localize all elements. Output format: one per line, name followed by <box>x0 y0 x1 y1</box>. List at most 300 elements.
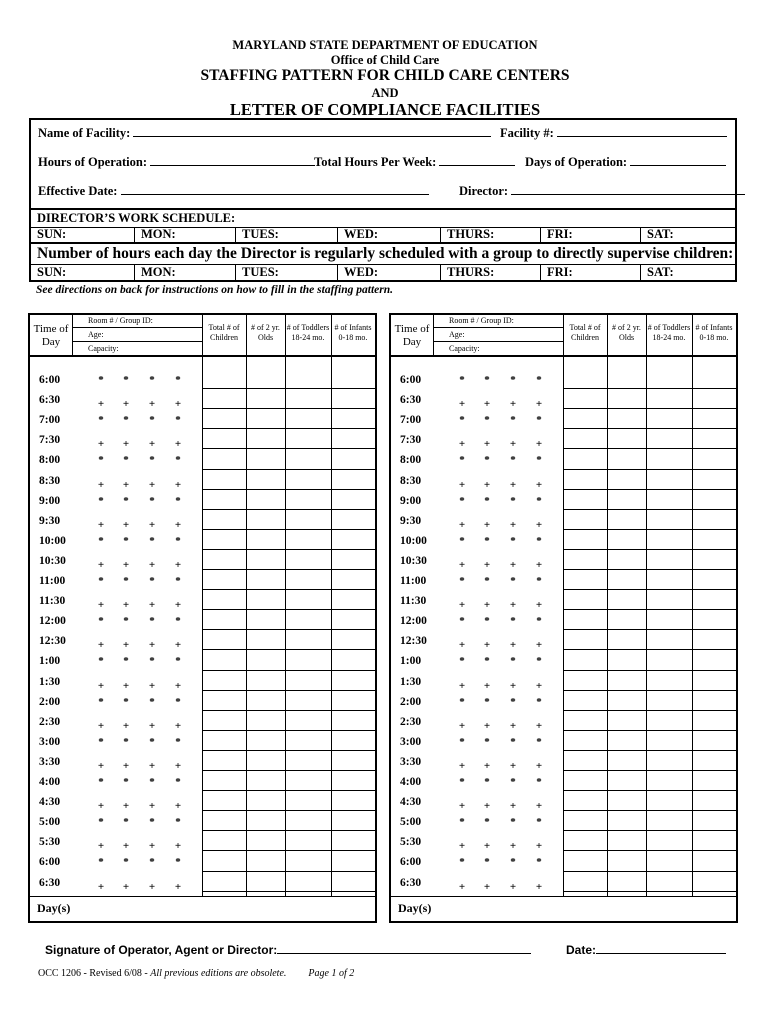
pattern-mark: + <box>122 518 130 531</box>
pattern-mark: * <box>484 655 490 668</box>
pattern-mark: * <box>536 374 542 386</box>
time-label: 4:30 <box>400 796 422 809</box>
pattern-mark: * <box>149 655 155 668</box>
time-label: 12:00 <box>400 615 427 628</box>
pattern-mark: + <box>122 840 130 853</box>
time-label: 6:30 <box>39 876 61 889</box>
room-divider <box>72 327 202 328</box>
row-divider <box>563 871 736 872</box>
capacity-label: Capacity: <box>449 344 480 353</box>
time-label: 11:00 <box>400 575 427 587</box>
pattern-mark: + <box>535 639 543 652</box>
row-divider <box>202 428 375 429</box>
work-schedule-days-row <box>29 227 737 244</box>
pattern-mark: + <box>458 719 466 732</box>
pattern-mark: + <box>122 679 130 692</box>
row-divider <box>202 549 375 550</box>
pattern-mark: * <box>123 454 129 467</box>
pattern-mark: + <box>174 840 182 853</box>
pattern-mark: + <box>509 679 517 692</box>
two-year-olds-header: # of 2 yr. Olds <box>251 323 280 342</box>
row-divider <box>563 589 736 590</box>
hours-of-operation-label: Hours of Operation: <box>38 155 148 169</box>
pattern-mark: + <box>148 880 156 893</box>
pattern-mark: + <box>458 759 466 772</box>
two-year-olds-header: # of 2 yr. Olds <box>612 323 641 342</box>
time-label: 1:00 <box>400 655 422 668</box>
pattern-mark: * <box>175 454 181 467</box>
effective-date-line[interactable] <box>121 182 429 195</box>
time-label: 9:00 <box>400 494 422 507</box>
toddlers-header: # of Toddlers 18-24 mo. <box>286 323 330 342</box>
supervise-thurs[interactable]: THURS: <box>440 265 540 280</box>
row-divider <box>563 549 736 550</box>
pattern-mark: + <box>174 518 182 531</box>
pattern-mark: + <box>483 679 491 692</box>
pattern-mark: * <box>175 735 181 748</box>
days-row[interactable] <box>391 896 736 921</box>
time-label: 3:00 <box>39 735 61 748</box>
pattern-mark: + <box>148 518 156 531</box>
pattern-mark: + <box>148 558 156 571</box>
pattern-mark: * <box>484 414 490 427</box>
time-label: 5:00 <box>400 816 422 829</box>
time-label: 4:00 <box>400 776 422 788</box>
pattern-mark: * <box>175 494 181 507</box>
time-label: 8:30 <box>39 474 61 487</box>
pattern-mark: * <box>536 534 542 547</box>
pattern-mark: * <box>98 816 104 829</box>
form-id: OCC 1206 - Revised 6/08 - <box>38 968 151 979</box>
time-label: 7:00 <box>39 414 61 427</box>
time-of-day-header: Time of Day <box>33 323 69 348</box>
infants-header: # of Infants 0-18 mo. <box>334 323 372 342</box>
time-label: 6:30 <box>400 394 422 407</box>
row-divider <box>563 830 736 831</box>
work-mon[interactable]: MON: <box>134 227 235 242</box>
row-divider <box>563 529 736 530</box>
supervise-mon[interactable]: MON: <box>134 265 235 280</box>
pattern-mark: * <box>484 776 490 788</box>
pattern-mark: + <box>535 840 543 853</box>
facility-number-line[interactable] <box>557 124 727 137</box>
signature-label: Signature of Operator, Agent or Director: <box>45 943 278 957</box>
pattern-mark: + <box>535 398 543 411</box>
facility-info-box <box>29 118 737 210</box>
pattern-mark: + <box>122 800 130 813</box>
pattern-mark: + <box>174 438 182 451</box>
work-sat[interactable]: SAT: <box>640 227 737 242</box>
facility-name-line[interactable] <box>133 124 491 137</box>
time-label: 11:30 <box>39 595 66 608</box>
infants-header: # of Infants 0-18 mo. <box>695 323 733 342</box>
total-hours-label: Total Hours Per Week: <box>314 155 437 169</box>
pattern-mark: + <box>509 880 517 893</box>
pattern-mark: * <box>149 776 155 788</box>
facility-name-field[interactable] <box>38 124 491 141</box>
row-divider <box>563 850 736 851</box>
row-divider <box>563 891 736 892</box>
time-label: 6:00 <box>39 856 61 869</box>
pattern-mark: * <box>98 776 104 788</box>
pattern-mark: + <box>122 558 130 571</box>
pattern-mark: * <box>484 856 490 869</box>
time-label: 3:30 <box>400 755 422 768</box>
pattern-mark: * <box>459 414 465 427</box>
row-divider <box>563 469 736 470</box>
pattern-mark: + <box>97 880 105 893</box>
pattern-mark: + <box>97 558 105 571</box>
row-divider <box>202 509 375 510</box>
signature-field[interactable] <box>45 941 531 957</box>
pattern-mark: + <box>97 478 105 491</box>
pattern-mark: * <box>484 615 490 628</box>
pattern-mark: + <box>148 398 156 411</box>
row-divider <box>563 790 736 791</box>
pattern-mark: * <box>536 856 542 869</box>
age-divider <box>72 341 202 342</box>
toddlers-header: # of Toddlers 18-24 mo. <box>647 323 691 342</box>
time-label: 8:00 <box>400 454 422 467</box>
pattern-mark: + <box>535 518 543 531</box>
row-divider <box>202 388 375 389</box>
supervise-fri[interactable]: FRI: <box>540 265 640 280</box>
row-divider <box>202 710 375 711</box>
pattern-mark: + <box>509 398 517 411</box>
pattern-mark: + <box>509 840 517 853</box>
pattern-mark: + <box>483 639 491 652</box>
pattern-mark: + <box>458 518 466 531</box>
work-fri[interactable]: FRI: <box>540 227 640 242</box>
pattern-mark: * <box>149 856 155 869</box>
pattern-mark: * <box>149 695 155 708</box>
room-label: Room # / Group ID: <box>449 316 514 325</box>
pattern-mark: * <box>459 534 465 547</box>
pattern-mark: * <box>484 695 490 708</box>
time-label: 8:00 <box>39 454 61 467</box>
pattern-mark: * <box>123 575 129 587</box>
work-sun[interactable]: SUN: <box>37 227 67 241</box>
pattern-mark: * <box>510 655 516 668</box>
pattern-mark: + <box>97 639 105 652</box>
pattern-mark: + <box>509 599 517 612</box>
pattern-mark: + <box>122 719 130 732</box>
days-label: Day(s) <box>37 901 71 915</box>
pattern-mark: * <box>175 615 181 628</box>
date-field[interactable] <box>566 941 726 957</box>
time-label: 12:00 <box>39 615 66 628</box>
row-divider <box>202 569 375 570</box>
age-divider <box>433 341 563 342</box>
time-label: 7:30 <box>39 434 61 447</box>
pattern-mark: * <box>98 856 104 869</box>
time-label: 9:30 <box>39 514 61 527</box>
time-label: 10:30 <box>400 554 427 567</box>
days-of-operation-field[interactable] <box>525 153 726 170</box>
supervise-hours-days-row <box>29 265 737 282</box>
pattern-mark: * <box>484 494 490 507</box>
facility-number-field[interactable] <box>500 124 727 141</box>
director-field[interactable] <box>459 182 745 199</box>
pattern-mark: + <box>509 719 517 732</box>
pattern-mark: + <box>148 478 156 491</box>
time-label: 2:00 <box>400 695 422 708</box>
pattern-mark: * <box>123 374 129 386</box>
row-divider <box>202 871 375 872</box>
hours-of-operation-field[interactable] <box>38 153 315 170</box>
pattern-mark: + <box>535 759 543 772</box>
signature-line[interactable] <box>277 941 531 954</box>
days-of-operation-line[interactable] <box>630 153 726 166</box>
pattern-mark: + <box>97 719 105 732</box>
pattern-mark: * <box>98 735 104 748</box>
facility-number-label: Facility #: <box>500 126 554 140</box>
time-label: 5:30 <box>400 836 422 849</box>
row-divider <box>563 770 736 771</box>
pattern-mark: + <box>483 880 491 893</box>
time-label: 1:30 <box>39 675 61 688</box>
time-label: 8:30 <box>400 474 422 487</box>
pattern-mark: * <box>536 695 542 708</box>
supervise-sun[interactable]: SUN: <box>37 265 67 279</box>
pattern-mark: * <box>123 856 129 869</box>
pattern-mark: * <box>510 575 516 587</box>
pattern-mark: + <box>97 599 105 612</box>
pattern-mark: + <box>174 558 182 571</box>
days-label: Day(s) <box>398 901 432 915</box>
effective-date-field[interactable] <box>38 182 429 199</box>
work-tues[interactable]: TUES: <box>235 227 337 242</box>
pattern-mark: + <box>174 599 182 612</box>
row-divider <box>563 609 736 610</box>
pattern-mark: * <box>536 776 542 788</box>
pattern-mark: * <box>123 534 129 547</box>
pattern-mark: * <box>149 575 155 587</box>
row-divider <box>563 388 736 389</box>
pattern-mark: + <box>174 398 182 411</box>
pattern-mark: * <box>459 655 465 668</box>
pattern-mark: * <box>536 414 542 427</box>
days-row[interactable] <box>30 896 375 921</box>
time-label: 11:30 <box>400 595 427 608</box>
supervise-sat[interactable]: SAT: <box>640 265 737 280</box>
directions-note: See directions on back for instructions on how to fill in the staffing pattern. <box>36 284 393 296</box>
pattern-mark: * <box>123 695 129 708</box>
pattern-mark: + <box>148 800 156 813</box>
pattern-mark: + <box>483 478 491 491</box>
pattern-mark: + <box>509 518 517 531</box>
supervise-tues[interactable]: TUES: <box>235 265 337 280</box>
pattern-mark: + <box>535 719 543 732</box>
pattern-mark: + <box>148 679 156 692</box>
row-divider <box>202 730 375 731</box>
pattern-mark: * <box>484 575 490 587</box>
time-label: 10:30 <box>39 554 66 567</box>
time-label: 6:00 <box>400 856 422 869</box>
pattern-mark: + <box>458 840 466 853</box>
row-divider <box>202 670 375 671</box>
row-divider <box>563 710 736 711</box>
pattern-mark: * <box>123 494 129 507</box>
pattern-mark: * <box>510 494 516 507</box>
page-number: Page 1 of 2 <box>308 968 355 979</box>
row-divider <box>563 730 736 731</box>
pattern-mark: + <box>97 438 105 451</box>
row-divider <box>563 509 736 510</box>
pattern-mark: * <box>123 615 129 628</box>
pattern-mark: * <box>123 776 129 788</box>
row-divider <box>202 690 375 691</box>
time-label: 10:00 <box>39 534 66 547</box>
time-label: 4:00 <box>39 776 61 788</box>
effective-date-label: Effective Date: <box>38 184 118 198</box>
row-divider <box>202 770 375 771</box>
pattern-mark: + <box>97 679 105 692</box>
pattern-mark: * <box>510 414 516 427</box>
row-divider <box>202 750 375 751</box>
time-label: 9:00 <box>39 494 61 507</box>
row-divider <box>563 448 736 449</box>
pattern-mark: + <box>97 518 105 531</box>
work-thurs[interactable]: THURS: <box>440 227 540 242</box>
pattern-mark: + <box>458 800 466 813</box>
pattern-mark: * <box>175 776 181 788</box>
pattern-mark: * <box>175 414 181 427</box>
date-label: Date: <box>566 943 597 957</box>
pattern-mark: + <box>122 478 130 491</box>
pattern-mark: + <box>122 599 130 612</box>
pattern-mark: + <box>122 880 130 893</box>
pattern-mark: + <box>174 679 182 692</box>
time-label: 2:30 <box>39 715 61 728</box>
days-of-operation-label: Days of Operation: <box>525 155 628 169</box>
title-conjunction: AND <box>371 86 399 100</box>
row-divider <box>202 609 375 610</box>
pattern-mark: * <box>536 816 542 829</box>
row-divider <box>202 850 375 851</box>
pattern-mark: + <box>483 800 491 813</box>
pattern-mark: + <box>483 438 491 451</box>
pattern-mark: + <box>122 639 130 652</box>
pattern-mark: + <box>174 759 182 772</box>
pattern-mark: + <box>97 800 105 813</box>
time-label: 7:00 <box>400 414 422 427</box>
work-wed[interactable]: WED: <box>337 227 440 242</box>
pattern-mark: * <box>484 454 490 467</box>
pattern-mark: * <box>510 735 516 748</box>
pattern-mark: * <box>149 615 155 628</box>
pattern-mark: * <box>510 454 516 467</box>
row-divider <box>202 830 375 831</box>
row-divider <box>202 649 375 650</box>
age-label: Age: <box>449 330 465 339</box>
time-label: 6:00 <box>39 374 61 386</box>
date-line[interactable] <box>596 941 726 954</box>
pattern-mark: * <box>98 454 104 467</box>
pattern-mark: + <box>458 679 466 692</box>
total-hours-line[interactable] <box>439 153 515 166</box>
row-divider <box>563 428 736 429</box>
pattern-mark: * <box>459 776 465 788</box>
pattern-mark: * <box>98 655 104 668</box>
time-label: 12:30 <box>400 635 427 648</box>
form-subtitle: LETTER OF COMPLIANCE FACILITIES <box>229 100 541 119</box>
row-divider <box>202 448 375 449</box>
total-children-header: Total # of Children <box>208 323 240 342</box>
office-name: Office of Child Care <box>330 53 440 67</box>
pattern-mark: * <box>98 494 104 507</box>
pattern-mark: * <box>123 816 129 829</box>
pattern-mark: * <box>536 454 542 467</box>
room-divider <box>433 327 563 328</box>
pattern-mark: * <box>123 655 129 668</box>
total-children-header: Total # of Children <box>569 323 601 342</box>
pattern-mark: * <box>98 575 104 587</box>
header-divider <box>72 315 73 355</box>
pattern-mark: * <box>536 655 542 668</box>
pattern-mark: * <box>149 494 155 507</box>
pattern-mark: * <box>484 735 490 748</box>
time-label: 1:30 <box>400 675 422 688</box>
total-hours-field[interactable] <box>314 153 515 170</box>
pattern-mark: * <box>459 575 465 587</box>
pattern-mark: * <box>175 534 181 547</box>
supervise-wed[interactable]: WED: <box>337 265 440 280</box>
obsolete-note: All previous editions are obsolete. <box>150 968 287 979</box>
pattern-mark: * <box>484 816 490 829</box>
pattern-mark: + <box>458 639 466 652</box>
pattern-mark: * <box>510 374 516 386</box>
pattern-mark: + <box>483 719 491 732</box>
row-divider <box>202 589 375 590</box>
pattern-mark: * <box>98 615 104 628</box>
pattern-mark: * <box>175 695 181 708</box>
row-divider <box>202 810 375 811</box>
pattern-mark: * <box>98 534 104 547</box>
pattern-mark: * <box>459 494 465 507</box>
pattern-mark: + <box>458 558 466 571</box>
pattern-mark: + <box>122 438 130 451</box>
pattern-mark: * <box>98 414 104 427</box>
hours-of-operation-line[interactable] <box>150 153 315 166</box>
time-label: 6:00 <box>400 374 422 386</box>
pattern-mark: * <box>123 414 129 427</box>
row-divider <box>202 629 375 630</box>
pattern-mark: + <box>535 558 543 571</box>
pattern-mark: * <box>175 655 181 668</box>
time-label: 2:30 <box>400 715 422 728</box>
time-label: 3:00 <box>400 735 422 748</box>
pattern-mark: * <box>510 695 516 708</box>
pattern-mark: * <box>459 374 465 386</box>
row-divider <box>563 750 736 751</box>
pattern-mark: * <box>510 534 516 547</box>
pattern-mark: + <box>174 478 182 491</box>
pattern-mark: + <box>483 398 491 411</box>
director-line[interactable] <box>511 182 745 195</box>
row-divider <box>563 408 736 409</box>
pattern-mark: + <box>458 880 466 893</box>
pattern-mark: + <box>483 759 491 772</box>
age-label: Age: <box>88 330 104 339</box>
time-label: 6:30 <box>39 394 61 407</box>
pattern-mark: * <box>510 776 516 788</box>
time-of-day-header: Time of Day <box>394 323 430 348</box>
row-divider <box>202 489 375 490</box>
pattern-mark: + <box>483 599 491 612</box>
row-divider <box>563 670 736 671</box>
pattern-mark: + <box>148 759 156 772</box>
